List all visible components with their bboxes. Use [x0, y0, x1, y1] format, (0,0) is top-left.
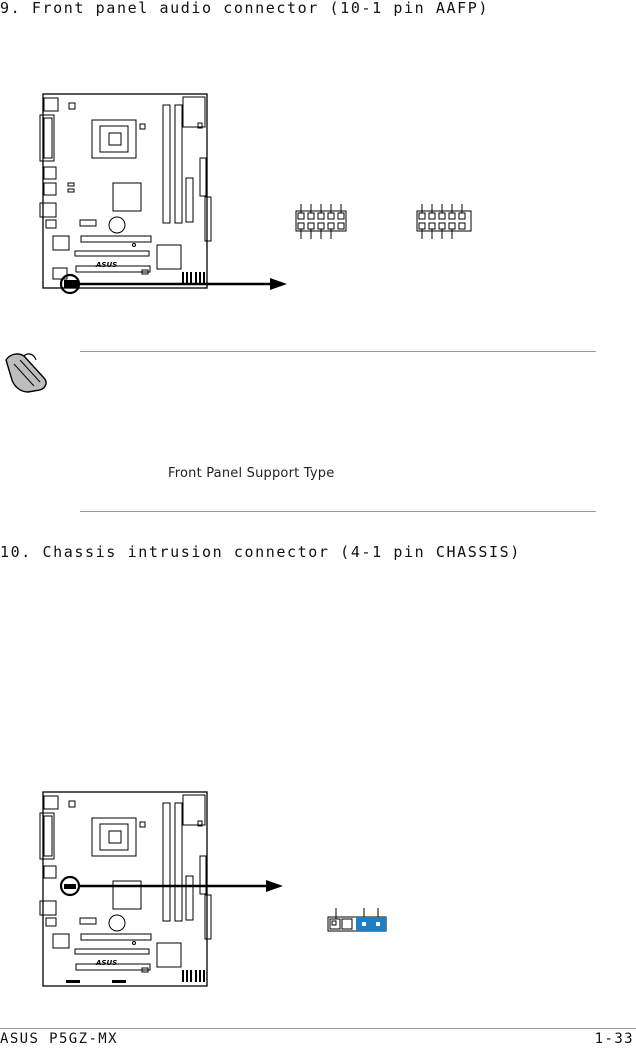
board-logo-2: ASUS: [96, 959, 118, 967]
section-10-heading: 10. Chassis intrusion connector (4-1 pin CHASSIS): [0, 543, 521, 561]
section-9-heading: 9. Front panel audio connector (10-1 pin AAFP): [0, 0, 490, 17]
pointer-arrow-icon-2: [266, 880, 283, 892]
chassis-pin-diagram: [328, 908, 386, 931]
front-panel-support-type-label: Front Panel Support Type: [168, 466, 335, 481]
footer-page-number: 1-33: [594, 1031, 634, 1047]
footer-rule: [0, 1028, 636, 1029]
footer-model: ASUS P5GZ-MX: [0, 1031, 118, 1047]
jumper-cap: [356, 917, 386, 931]
board-logo: ASUS: [96, 261, 118, 269]
